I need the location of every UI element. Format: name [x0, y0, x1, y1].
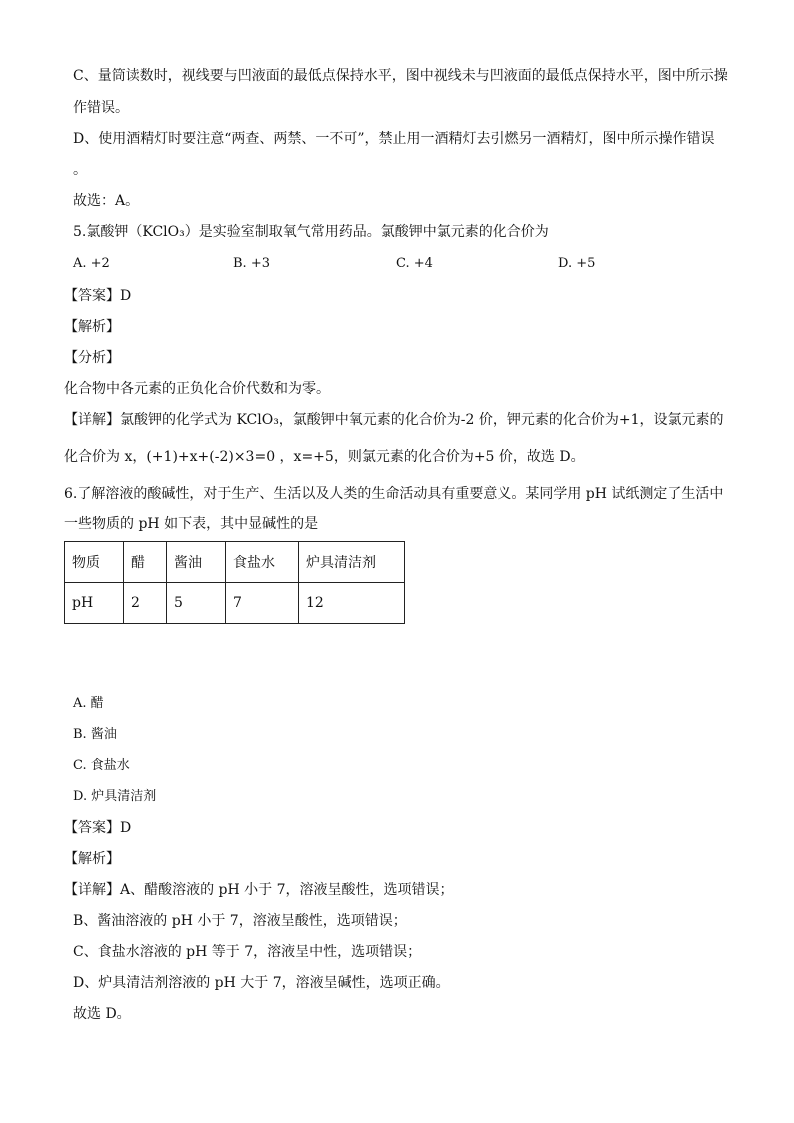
q6-detail-c: C、食盐水溶液的 pH 等于 7，溶液呈中性，选项错误；	[73, 944, 422, 960]
explanation-d-line1: D、使用酒精灯时要注意“两查、两禁、一不可”，禁止用一酒精灯去引燃另一酒精灯，图中所示操作错误	[73, 131, 715, 147]
q6-analysis-label: 【解析】	[64, 851, 120, 867]
q6-stem-line2: 一些物质的 pH 如下表，其中显碱性的是	[64, 516, 319, 532]
q5-detail-line1: 【详解】氯酸钾的化学式为 KClO₃，氯酸钾中氧元素的化合价为-2 价，钾元素的化合价为+1，设氯元素的	[64, 412, 724, 428]
q6-stem-line1: 6.了解溶液的酸碱性，对于生产、生活以及人类的生命活动具有重要意义。某同学用 pH 试纸测定了生活中	[64, 486, 724, 502]
q5-stem: 5.氯酸钾（KClO₃）是实验室制取氧气常用药品。氯酸钾中氯元素的化合价为	[73, 224, 549, 240]
q6-detail-a: 【详解】A、醋酸溶液的 pH 小于 7，溶液呈酸性，选项错误；	[64, 882, 454, 898]
table-cell: 醋	[124, 542, 167, 583]
table-cell: 炉具清洁剂	[299, 542, 405, 583]
q5-option-c: C. +4	[396, 256, 433, 271]
table-cell: 食盐水	[226, 542, 299, 583]
q6-option-c: C. 食盐水	[73, 758, 130, 773]
q5-analysis-label: 【解析】	[64, 319, 120, 335]
q6-option-b: B. 酱油	[73, 727, 117, 742]
table-cell: 2	[124, 583, 167, 624]
q5-fenxi-label: 【分析】	[64, 350, 120, 366]
previous-choice: 故选：A。	[73, 193, 140, 209]
q5-option-d: D. +5	[558, 256, 596, 271]
table-header-ph: pH	[65, 583, 124, 624]
q5-answer: 【答案】D	[64, 288, 132, 304]
q6-option-a: A. 醋	[73, 696, 104, 711]
q6-choice: 故选 D。	[73, 1006, 131, 1022]
q5-fenxi-text: 化合物中各元素的正负化合价代数和为零。	[64, 381, 330, 397]
explanation-c-line1: C、量筒读数时，视线要与凹液面的最低点保持水平，图中视线未与凹液面的最低点保持水平，图中所示操	[73, 68, 728, 84]
q5-option-a: A. +2	[73, 256, 110, 271]
table-cell: 12	[299, 583, 405, 624]
q5-detail-line2: 化合价为 x，(+1)+x+(-2)×3=0 ，x=+5，则氯元素的化合价为+5 价，故选 D。	[64, 449, 585, 465]
table-row	[65, 583, 405, 624]
q6-detail-d: D、炉具清洁剂溶液的 pH 大于 7，溶液呈碱性，选项正确。	[73, 975, 450, 991]
ph-table	[64, 541, 405, 624]
explanation-d-line2: 。	[73, 162, 87, 178]
table-cell: 5	[167, 583, 226, 624]
q5-option-b: B. +3	[233, 256, 270, 271]
q6-option-d: D. 炉具清洁剂	[73, 789, 157, 804]
q6-answer: 【答案】D	[64, 820, 132, 836]
table-cell: 酱油	[167, 542, 226, 583]
table-header-substance: 物质	[65, 542, 124, 583]
table-cell: 7	[226, 583, 299, 624]
table-row	[65, 542, 405, 583]
explanation-c-line2: 作错误。	[73, 100, 129, 116]
q6-detail-b: B、酱油溶液的 pH 小于 7，溶液呈酸性，选项错误；	[73, 913, 407, 929]
